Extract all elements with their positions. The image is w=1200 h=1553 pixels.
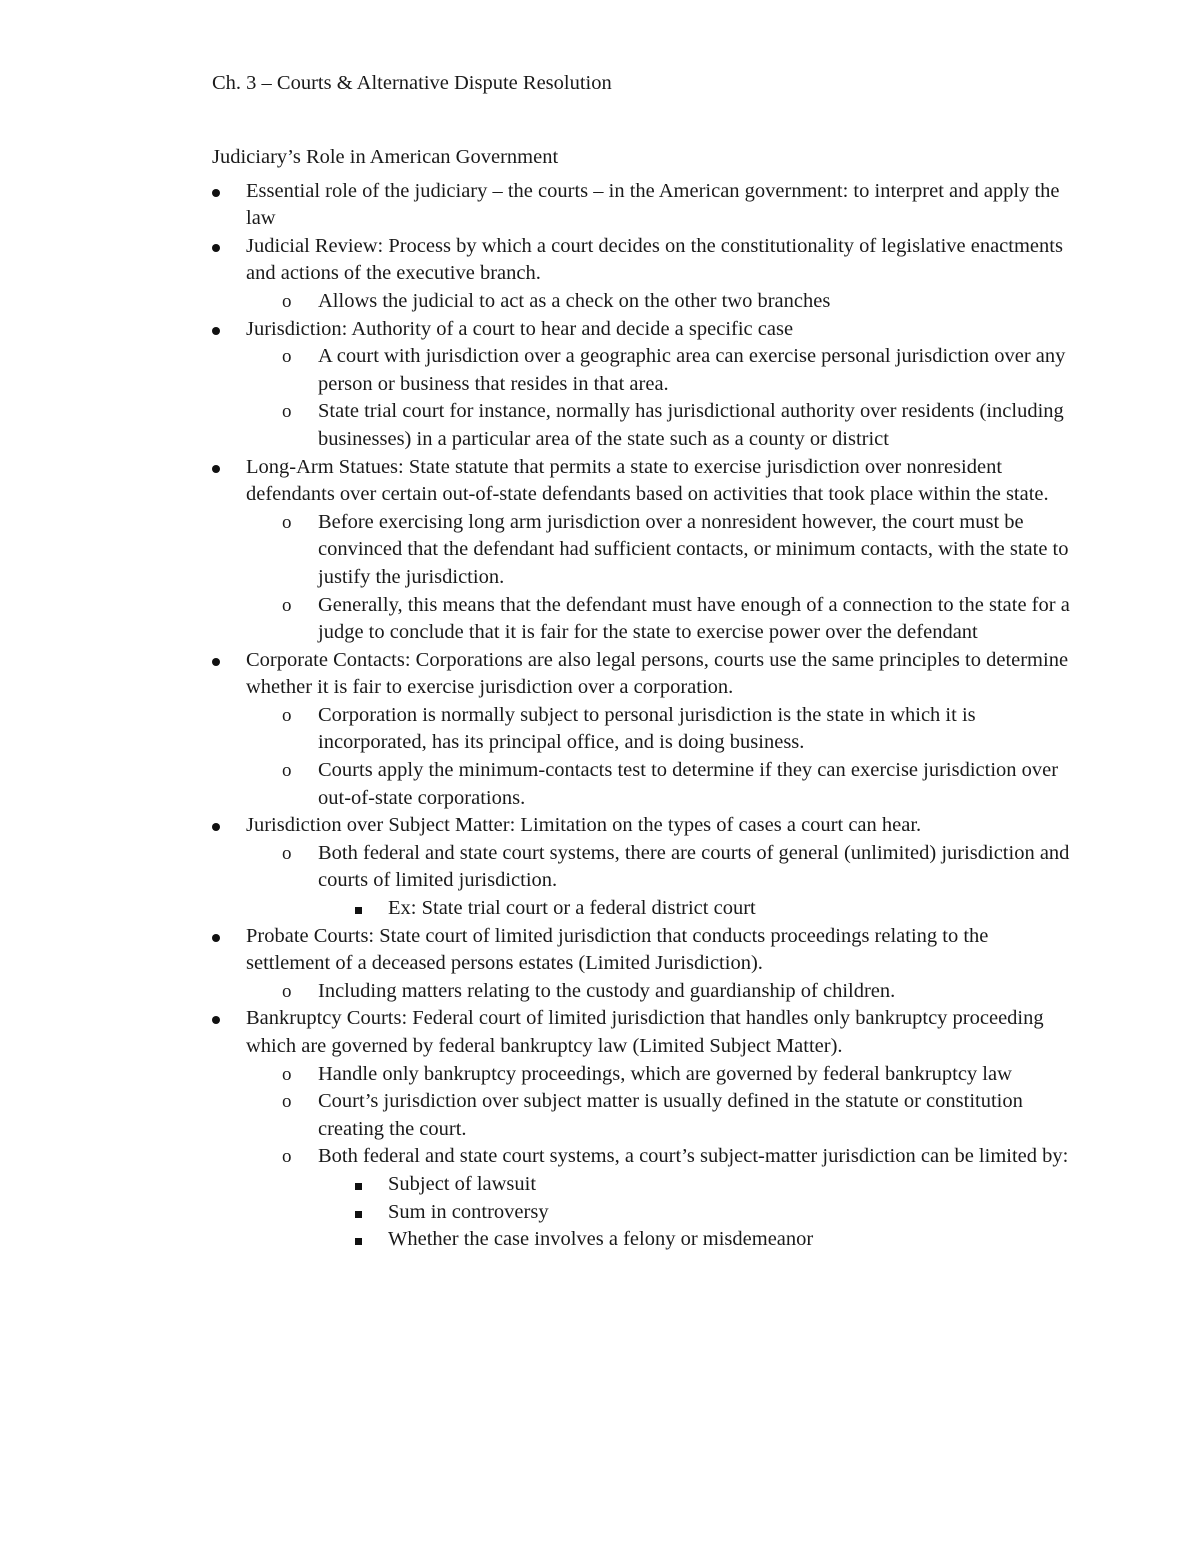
list-item-text: Corporation is normally subject to personal jurisdiction is the state in which it is incorporated, has its principal office, and is doing business. [318, 703, 976, 754]
bullet-circle-marker: o [282, 401, 292, 423]
list-item-text: Before exercising long arm jurisdiction over a nonresident however, the court must be convinced that the defendant had sufficient contacts, or minimum contacts, with the state to justify the jurisdiction. [318, 510, 1069, 588]
list-item-text: Including matters relating to the custody and guardianship of children. [318, 979, 896, 1002]
list-item [212, 178, 1072, 233]
list-item-text: Allows the judicial to act as a check on the other two branches [318, 289, 831, 312]
list-item-text: Essential role of the judiciary – the courts – in the American government: to interpret and apply the law [246, 179, 1060, 230]
list-item [212, 398, 1072, 453]
bullet-circle-marker: o [282, 704, 292, 726]
list-item [212, 233, 1072, 288]
list-item-text: Long-Arm Statues: State statute that permits a state to exercise jurisdiction over nonresident defendants over certain out-of-state defendants based on activities that took place within the state. [246, 455, 1049, 506]
list-item-text: Judicial Review: Process by which a court decides on the constitutionality of legislative enactments and actions of the executive branch. [246, 234, 1063, 285]
list-item-text: Generally, this means that the defendant must have enough of a connection to the state for a judge to conclude that it is fair for the state to exercise power over the defendant [318, 593, 1070, 644]
list-item [212, 1143, 1072, 1171]
list-item-text: Jurisdiction: Authority of a court to hear and decide a specific case [246, 317, 794, 340]
list-item [212, 316, 1072, 344]
bullet-dot-icon [212, 316, 220, 344]
bullet-square-icon [355, 1199, 362, 1227]
list-item-text: Jurisdiction over Subject Matter: Limitation on the types of cases a court can hear. [246, 814, 922, 837]
list-item-text: Court’s jurisdiction over subject matter is usually defined in the statute or constitution creating the court. [318, 1090, 1023, 1140]
document-title: Ch. 3 – Courts & Alternative Dispute Resolution [212, 72, 612, 94]
list-item [212, 1199, 1072, 1227]
list-item [212, 509, 1072, 592]
bullet-circle-marker: o [282, 760, 292, 782]
bullet-square-icon [355, 1226, 362, 1254]
list-item-text: Both federal and state court systems, there are courts of general (unlimited) jurisdiction and courts of limited jurisdiction. [318, 841, 1070, 892]
bullet-circle-marker: o [282, 1091, 292, 1113]
list-item-text: Courts apply the minimum-contacts test to determine if they can exercise jurisdiction over out-of-state corporations. [318, 759, 1059, 809]
list-item-text: A court with jurisdiction over a geographic area can exercise personal jurisdiction over any person or business that resides in that area. [318, 345, 1066, 395]
list-item [212, 647, 1072, 702]
list-item [212, 923, 1072, 978]
bullet-dot-icon [212, 923, 220, 951]
list-item-text: Bankruptcy Courts: Federal court of limited jurisdiction that handles only bankruptcy proceeding which are governed by federal bankruptcy law (Limited Subject Matter). [246, 1007, 1044, 1057]
bullet-dot-icon [212, 233, 220, 261]
list-item [212, 1088, 1072, 1143]
bullet-square-icon [355, 1171, 362, 1199]
list-item [212, 454, 1072, 509]
list-item [212, 1061, 1072, 1089]
list-item [212, 840, 1072, 895]
list-item-text: Probate Courts: State court of limited jurisdiction that conducts proceedings relating to the settlement of a deceased persons estates (Limited Jurisdiction). [246, 924, 989, 975]
list-item [212, 812, 1072, 840]
document-page [212, 70, 1072, 1254]
list-item-text: Corporate Contacts: Corporations are also legal persons, courts use the same principles to determine whether it is fair to exercise jurisdiction over a corporation. [246, 648, 1069, 699]
bullet-circle-marker: o [282, 980, 292, 1002]
list-item [212, 1171, 1072, 1199]
list-item-text: Both federal and state court systems, a court’s subject-matter jurisdiction can be limited by: [318, 1145, 1069, 1168]
bullet-dot-icon [212, 1005, 220, 1033]
list-item [212, 978, 1072, 1006]
outline-list [212, 178, 1072, 1254]
list-item [212, 343, 1072, 398]
bullet-dot-icon [212, 647, 220, 675]
list-item [212, 702, 1072, 757]
bullet-circle-marker: o [282, 511, 292, 533]
list-item-text: Handle only bankruptcy proceedings, which are governed by federal bankruptcy law [318, 1062, 1012, 1085]
list-item [212, 895, 1072, 923]
list-item [212, 288, 1072, 316]
bullet-circle-marker: o [282, 290, 292, 312]
list-item [212, 1226, 1072, 1254]
bullet-square-icon [355, 895, 362, 923]
section-heading: Judiciary’s Role in American Government [212, 146, 559, 168]
list-item-text: State trial court for instance, normally has jurisdictional authority over residents (including businesses) in a particular area of the state such as a county or district [318, 400, 1064, 450]
bullet-dot-icon [212, 178, 220, 206]
bullet-dot-icon [212, 812, 220, 840]
list-item [212, 1005, 1072, 1060]
bullet-circle-marker: o [282, 1063, 292, 1085]
list-item-text: Subject of lawsuit [388, 1172, 537, 1195]
list-item [212, 757, 1072, 812]
list-item-text: Whether the case involves a felony or misdemeanor [388, 1228, 814, 1251]
bullet-dot-icon [212, 454, 220, 482]
list-item [212, 592, 1072, 647]
list-item-text: Sum in controversy [388, 1200, 549, 1223]
bullet-circle-marker: o [282, 594, 292, 616]
bullet-circle-marker: o [282, 1146, 292, 1168]
list-item-text: Ex: State trial court or a federal district court [388, 897, 756, 920]
bullet-circle-marker: o [282, 842, 292, 864]
bullet-circle-marker: o [282, 346, 292, 368]
